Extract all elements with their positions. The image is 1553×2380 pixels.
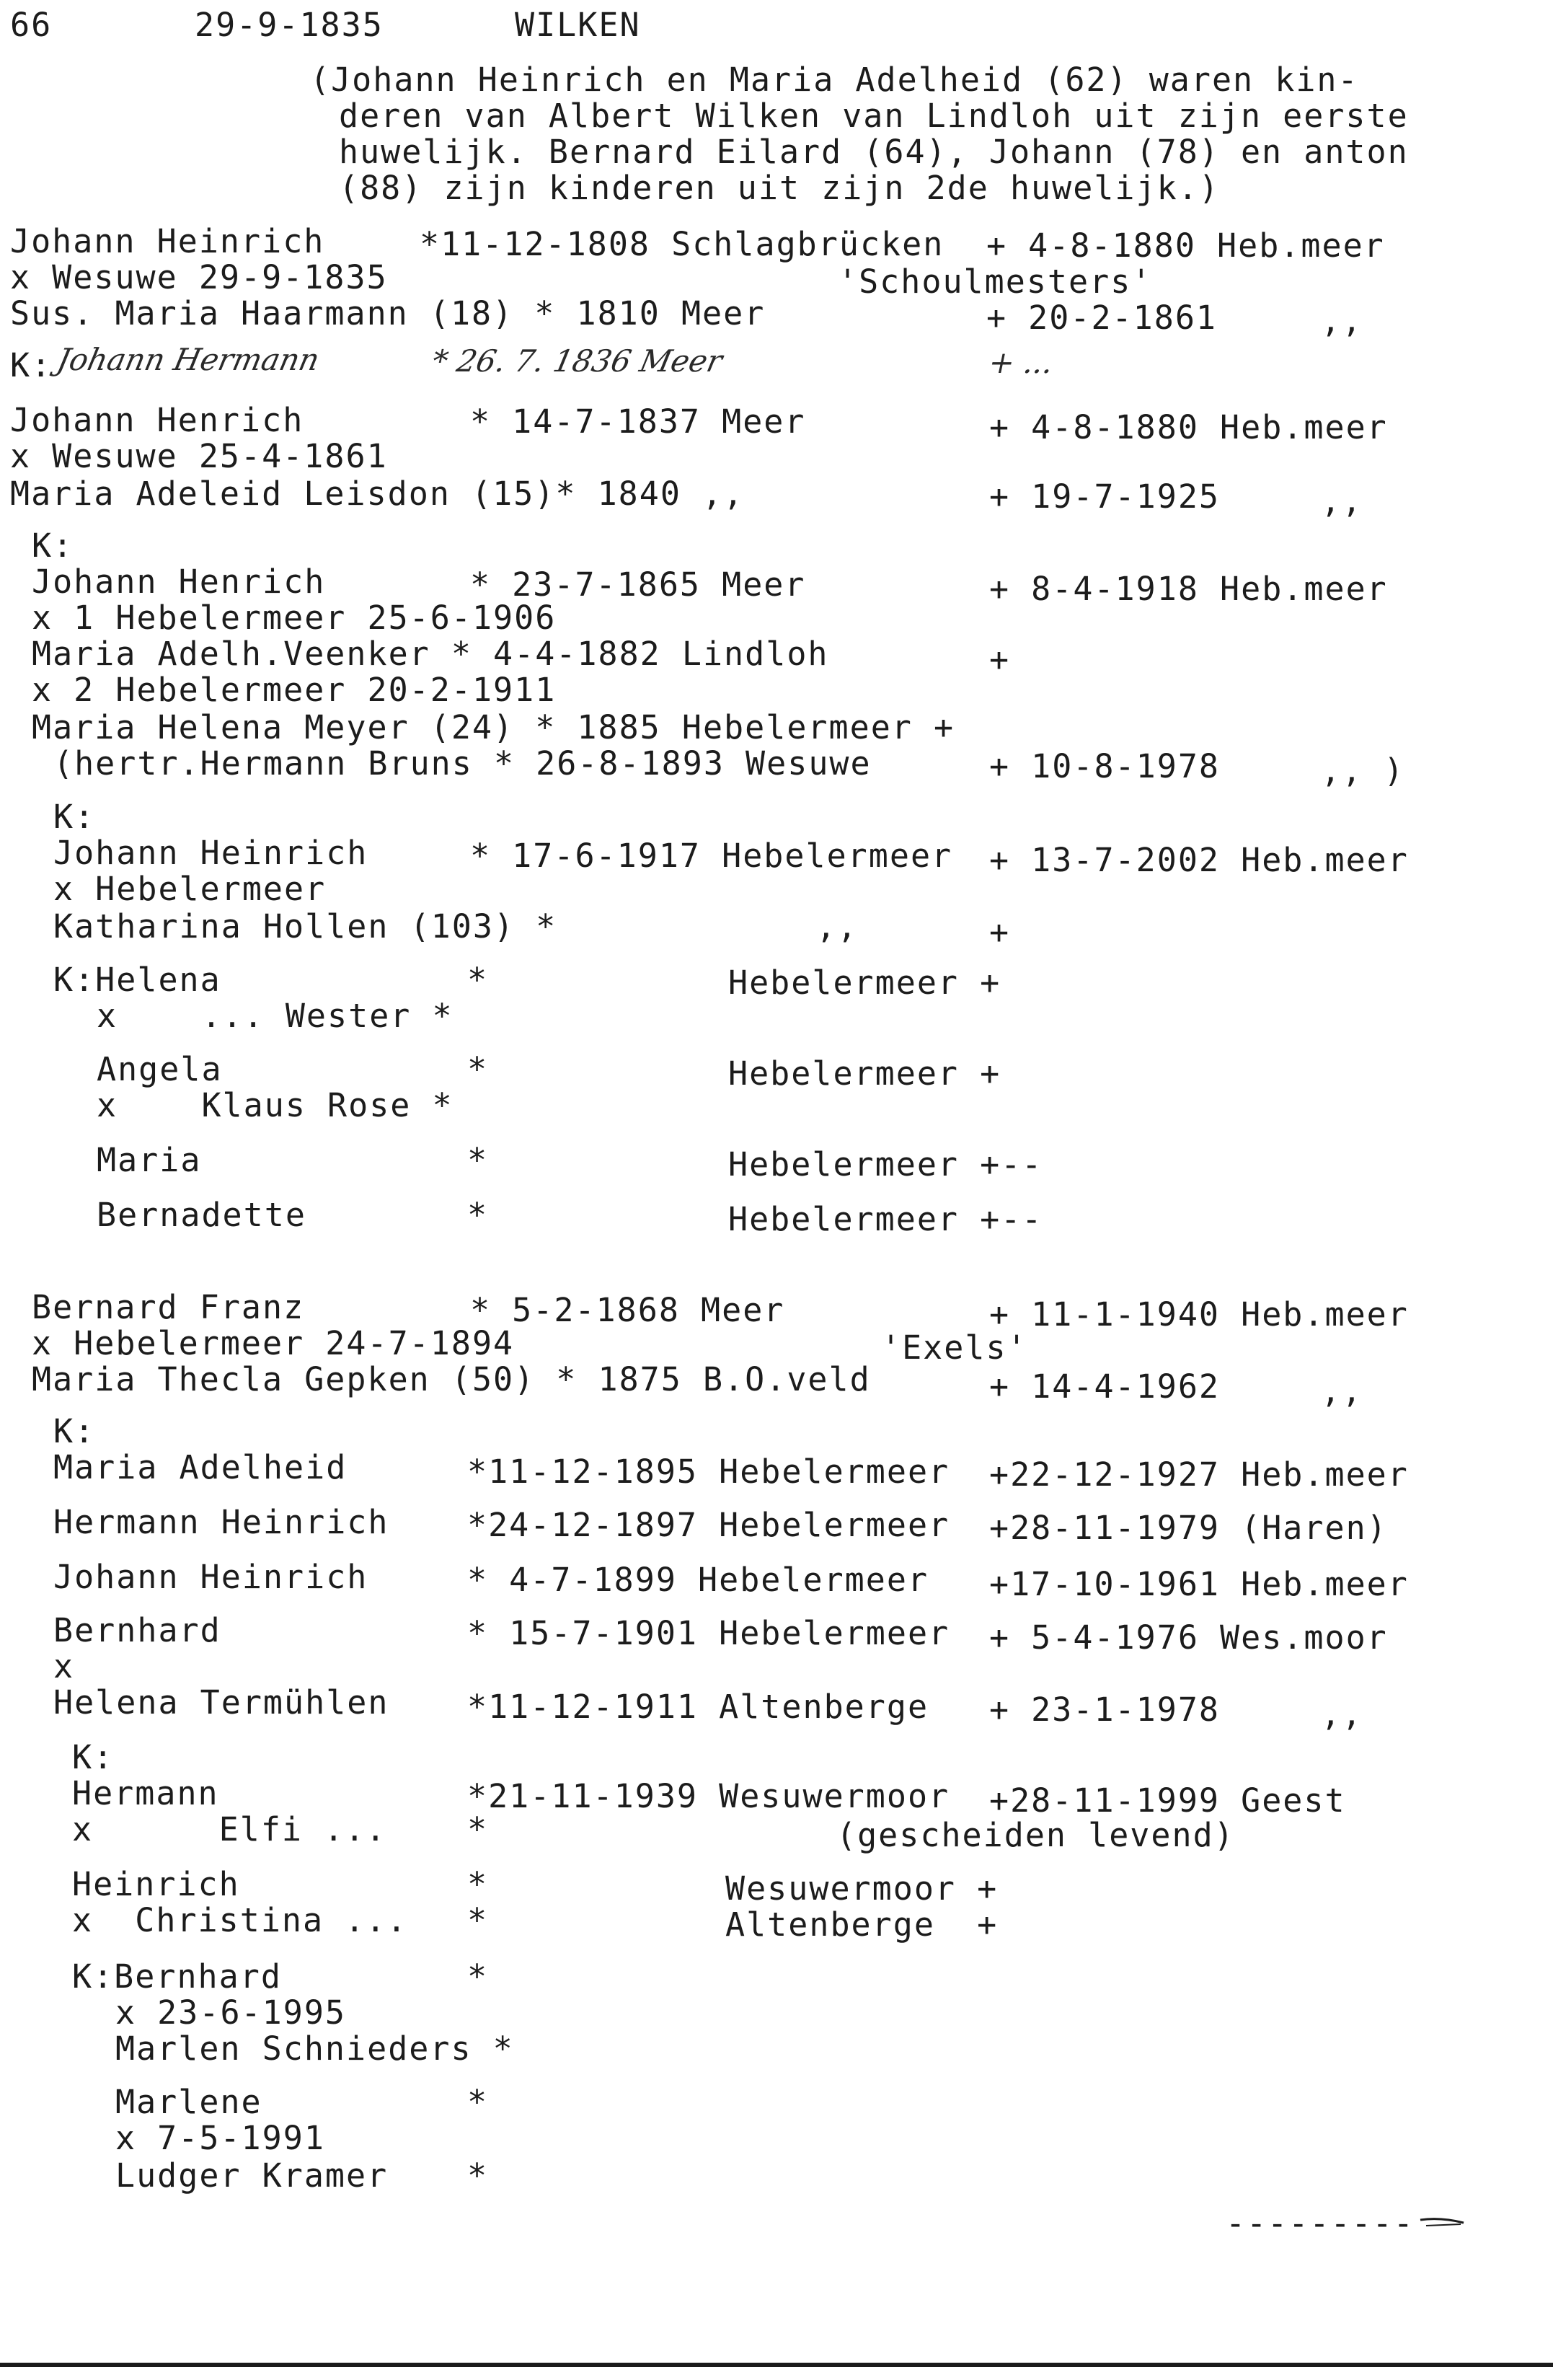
handwritten-child-name: Johann Hermann — [53, 342, 323, 377]
gen5-bernhard-name: K:Bernhard — [72, 1957, 282, 1996]
gen4b-hermann-note: (gescheiden levend) — [836, 1816, 1235, 1854]
gen2-marriage: x Wesuwe 25-4-1861 — [10, 437, 388, 475]
intro-line-4: (88) zijn kinderen uit zijn 2de huwelijk.) — [339, 169, 1220, 207]
gen3b-marriage: x Hebelermeer 24-7-1894 — [32, 1324, 515, 1362]
intro-line-2: deren van Albert Wilken van Lindloh uit zijn eerste — [339, 97, 1409, 135]
gen4b-heinrich-marriage-star: * — [467, 1901, 489, 1939]
gen4b-hermann-death: +28-11-1999 Geest — [989, 1781, 1346, 1820]
gen1-marriage: x Wesuwe 29-9-1835 — [10, 258, 388, 296]
gen3b-bernhard-spouse: Helena Termühlen — [53, 1683, 389, 1722]
gen4b-children-label: K: — [72, 1738, 115, 1776]
gen4b-hermann-star: * — [467, 1810, 489, 1848]
handwritten-child-birth: * 26. 7. 1836 Meer — [428, 343, 726, 379]
gen2-children-label: K: — [32, 526, 74, 565]
gen4b-hermann-name: Hermann — [72, 1774, 219, 1812]
gen3b-child-2-birth: *24-12-1897 Hebelermeer — [467, 1506, 950, 1544]
gen4b-heinrich-star: * — [467, 1865, 489, 1903]
gen4a-child-4-name: Bernadette — [97, 1196, 306, 1234]
gen3b-spouse-death: + 14-4-1962 — [989, 1367, 1221, 1406]
gen4a-child-2-spouse: x Klaus Rose * — [97, 1086, 453, 1124]
gen5-marlene-marriage: x 7-5-1991 — [115, 2119, 325, 2157]
gen3b-bernhard-spouse-death: + 23-1-1978 — [989, 1691, 1221, 1729]
gen5-marlene-spouse: Ludger Kramer — [115, 2156, 389, 2195]
gen3b-child-1-death: +22-12-1927 Heb.meer — [989, 1455, 1409, 1494]
gen4b-hermann-birth: *21-11-1939 Wesuwermoor — [467, 1777, 950, 1815]
gen3a-death: + 8-4-1918 Heb.meer — [989, 570, 1388, 608]
gen2-spouse-death-place: ,, — [1321, 482, 1363, 520]
gen3b-child-4-death: + 5-4-1976 Wes.moor — [989, 1618, 1388, 1657]
header-date: 29-9-1835 — [195, 6, 384, 44]
gen4a-child-2-place: Hebelermeer + — [728, 1054, 1001, 1093]
gen3b-child-1-birth: *11-12-1895 Hebelermeer — [467, 1453, 950, 1491]
gen1-death: + 4-8-1880 Heb.meer — [986, 226, 1385, 265]
gen3b-child-2-name: Hermann Heinrich — [53, 1503, 389, 1541]
gen3b-child-3-death: +17-10-1961 Heb.meer — [989, 1565, 1409, 1603]
gen3a-birth: * 23-7-1865 Meer — [470, 565, 806, 604]
gen5-marlene-name: Marlene — [115, 2083, 262, 2121]
gen1-spouse-death-place: ,, — [1321, 301, 1363, 340]
gen3b-child-3-name: Johann Heinrich — [53, 1558, 368, 1596]
gen3b-death: + 11-1-1940 Heb.meer — [989, 1295, 1409, 1334]
gen4a-birth: * 17-6-1917 Hebelermeer — [470, 837, 953, 875]
gen3a-remarriage-death-place: ,, ) — [1321, 752, 1405, 790]
gen4a-child-4-place: Hebelermeer +-- — [728, 1200, 1043, 1238]
intro-line-1: (Johann Heinrich en Maria Adelheid (62) waren kin- — [310, 61, 1359, 99]
gen3a-spouse-1-death: + — [989, 640, 1011, 679]
gen4b-heinrich-marriage: x Christina ... — [72, 1901, 408, 1939]
gen3b-farm-name: 'Exels' — [881, 1328, 1028, 1367]
gen4a-spouse: Katharina Hollen (103) * — [53, 907, 557, 946]
gen3b-birth: * 5-2-1868 Meer — [470, 1291, 785, 1329]
continued-marker: --------- — [1226, 2204, 1415, 2242]
gen4a-child-2-name: Angela — [97, 1050, 223, 1088]
gen3a-name: Johann Henrich — [32, 563, 326, 601]
gen4a-death: + 13-7-2002 Heb.meer — [989, 841, 1409, 879]
gen4a-child-1-star: * — [467, 961, 489, 999]
gen3b-bernhard-marriage: x — [53, 1647, 75, 1685]
gen1-spouse: Sus. Maria Haarmann (18) * 1810 Meer — [10, 294, 766, 332]
gen2-name: Johann Henrich — [10, 401, 304, 439]
gen3a-spouse-2: Maria Helena Meyer (24) * 1885 Hebelermeer + — [32, 708, 955, 746]
gen4a-child-1-spouse: x ... Wester * — [97, 997, 453, 1035]
gen1-children-label: K: — [10, 346, 53, 384]
gen1-birth: *11-12-1808 Schlagbrücken — [420, 225, 944, 263]
gen3b-child-3-birth: * 4-7-1899 Hebelermeer — [467, 1561, 929, 1599]
gen5-bernhard-star: * — [467, 1957, 489, 1996]
gen2-spouse: Maria Adeleid Leisdon (15)* 1840 ,, — [10, 475, 745, 513]
gen3a-remarriage: (hertr.Hermann Bruns * 26-8-1893 Wesuwe — [53, 744, 872, 783]
gen3a-remarriage-death: + 10-8-1978 — [989, 747, 1221, 785]
gen3b-children-label: K: — [53, 1412, 96, 1450]
gen3b-spouse: Maria Thecla Gepken (50) * 1875 B.O.veld — [32, 1360, 871, 1398]
gen4a-child-3-star: * — [467, 1141, 489, 1179]
gen4a-name: Johann Heinrich — [53, 834, 368, 872]
gen4a-spouse-death: + — [989, 913, 1011, 951]
gen3a-children-label: K: — [53, 798, 96, 836]
gen3b-spouse-death-place: ,, — [1321, 1372, 1363, 1410]
continued-arrow-icon — [1419, 2214, 1469, 2231]
gen3b-name: Bernard Franz — [32, 1288, 305, 1326]
gen3b-bernhard-spouse-birth: *11-12-1911 Altenberge — [467, 1688, 929, 1726]
gen4b-heinrich-name: Heinrich — [72, 1865, 240, 1903]
handwritten-child-death: + ... — [985, 345, 1057, 380]
gen5-marlene-spouse-star: * — [467, 2156, 489, 2195]
gen1-farm-name: 'Schoulmesters' — [838, 263, 1153, 301]
family-name: WILKEN — [515, 6, 641, 44]
gen4b-hermann-marriage: x Elfi ... — [72, 1810, 387, 1848]
gen4a-child-1-name: K:Helena — [53, 961, 221, 999]
gen5-marlene-star: * — [467, 2083, 489, 2121]
gen4a-child-4-star: * — [467, 1196, 489, 1234]
gen3a-spouse-1: Maria Adelh.Veenker * 4-4-1882 Lindloh — [32, 635, 829, 673]
gen1-spouse-death: + 20-2-1861 — [986, 299, 1218, 337]
bottom-rule — [0, 2363, 1553, 2367]
gen3b-child-2-death: +28-11-1979 (Haren) — [989, 1509, 1388, 1547]
gen2-death: + 4-8-1880 Heb.meer — [989, 408, 1388, 446]
gen4a-child-2-star: * — [467, 1050, 489, 1088]
gen3b-child-4-name: Bernhard — [53, 1611, 221, 1649]
gen4a-child-1-place: Hebelermeer + — [728, 964, 1001, 1002]
gen1-name: Johann Heinrich — [10, 222, 325, 260]
gen3b-child-1-name: Maria Adelheid — [53, 1448, 348, 1486]
gen2-spouse-death: + 19-7-1925 — [989, 477, 1221, 516]
gen3a-marriage-1: x 1 Hebelermeer 25-6-1906 — [32, 599, 557, 637]
gen4a-child-3-place: Hebelermeer +-- — [728, 1145, 1043, 1184]
gen4a-marriage: x Hebelermeer — [53, 870, 327, 908]
gen5-bernhard-marriage: x 23-6-1995 — [115, 1993, 347, 2032]
gen4b-heinrich-spouse-place: Altenberge + — [725, 1905, 999, 1944]
gen3b-child-4-birth: * 15-7-1901 Hebelermeer — [467, 1614, 950, 1652]
gen3a-marriage-2: x 2 Hebelermeer 20-2-1911 — [32, 671, 557, 709]
intro-line-3: huwelijk. Bernard Eilard (64), Johann (78) en anton — [339, 133, 1409, 171]
gen5-bernhard-spouse: Marlen Schnieders * — [115, 2029, 514, 2068]
gen4a-child-3-name: Maria — [97, 1141, 202, 1179]
gen3b-bernhard-spouse-death-place: ,, — [1321, 1695, 1363, 1733]
gen4a-spouse-place: ,, — [816, 907, 859, 946]
gen2-birth: * 14-7-1837 Meer — [470, 402, 806, 441]
page-number: 66 — [10, 6, 53, 44]
gen4b-heinrich-place: Wesuwermoor + — [725, 1869, 999, 1908]
